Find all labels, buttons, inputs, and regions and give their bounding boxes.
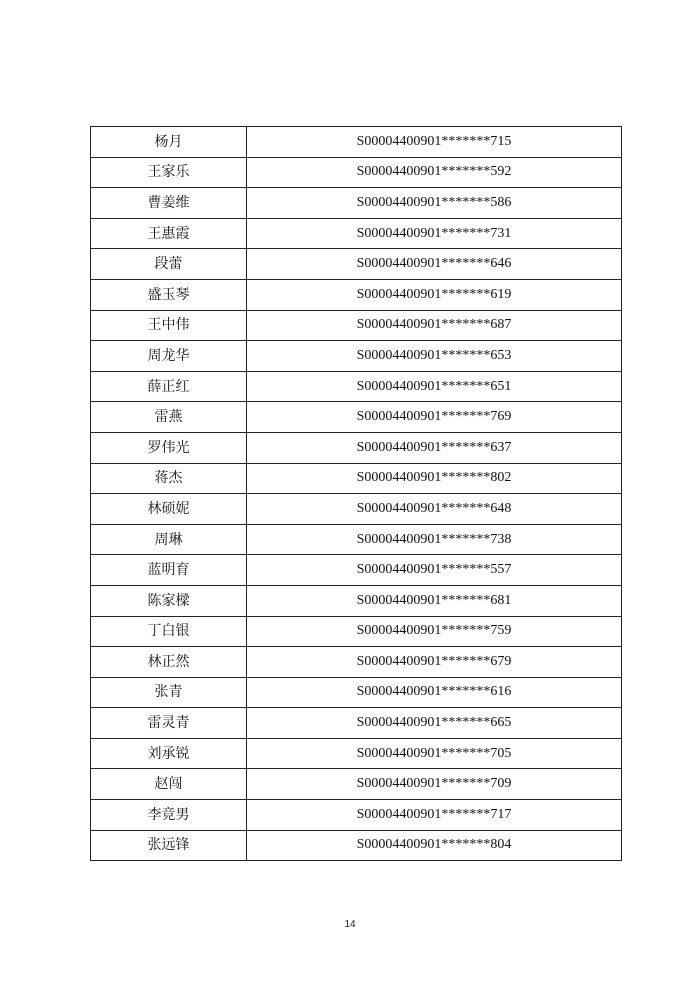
table-row bbox=[91, 279, 622, 310]
table-row bbox=[91, 769, 622, 800]
name-cell: 蒋杰 bbox=[91, 463, 247, 494]
table-row bbox=[91, 371, 622, 402]
table-row bbox=[91, 188, 622, 219]
table-row bbox=[91, 310, 622, 341]
table-row bbox=[91, 830, 622, 861]
table-row bbox=[91, 249, 622, 280]
id-cell: S00004400901*******715 bbox=[247, 127, 622, 158]
name-cell: 赵闯 bbox=[91, 769, 247, 800]
table-row bbox=[91, 800, 622, 831]
table-row bbox=[91, 127, 622, 158]
name-cell: 王惠霞 bbox=[91, 218, 247, 249]
id-cell: S00004400901*******681 bbox=[247, 585, 622, 616]
table-row bbox=[91, 463, 622, 494]
name-cell: 罗伟光 bbox=[91, 432, 247, 463]
table-row bbox=[91, 402, 622, 433]
id-cell: S00004400901*******709 bbox=[247, 769, 622, 800]
name-cell: 张远锋 bbox=[91, 830, 247, 861]
id-cell: S00004400901*******717 bbox=[247, 800, 622, 831]
roster-table-body bbox=[91, 127, 622, 861]
table-row bbox=[91, 585, 622, 616]
id-cell: S00004400901*******616 bbox=[247, 677, 622, 708]
name-cell: 段蕾 bbox=[91, 249, 247, 280]
name-cell: 王中伟 bbox=[91, 310, 247, 341]
table-row bbox=[91, 432, 622, 463]
id-cell: S00004400901*******651 bbox=[247, 371, 622, 402]
name-cell: 蓝明育 bbox=[91, 555, 247, 586]
table-row bbox=[91, 677, 622, 708]
table-row bbox=[91, 341, 622, 372]
id-cell: S00004400901*******592 bbox=[247, 157, 622, 188]
table-row bbox=[91, 647, 622, 678]
name-cell: 周琳 bbox=[91, 524, 247, 555]
name-cell: 杨月 bbox=[91, 127, 247, 158]
id-cell: S00004400901*******648 bbox=[247, 494, 622, 525]
id-cell: S00004400901*******687 bbox=[247, 310, 622, 341]
page-number: 14 bbox=[344, 919, 356, 930]
name-cell: 林硕妮 bbox=[91, 494, 247, 525]
id-cell: S00004400901*******646 bbox=[247, 249, 622, 280]
id-cell: S00004400901*******705 bbox=[247, 738, 622, 769]
table-row bbox=[91, 555, 622, 586]
name-cell: 雷灵青 bbox=[91, 708, 247, 739]
roster-table bbox=[90, 126, 622, 861]
table-row bbox=[91, 708, 622, 739]
id-cell: S00004400901*******759 bbox=[247, 616, 622, 647]
id-cell: S00004400901*******637 bbox=[247, 432, 622, 463]
name-cell: 王家乐 bbox=[91, 157, 247, 188]
id-cell: S00004400901*******679 bbox=[247, 647, 622, 678]
id-cell: S00004400901*******653 bbox=[247, 341, 622, 372]
table-row bbox=[91, 738, 622, 769]
name-cell: 林正然 bbox=[91, 647, 247, 678]
id-cell: S00004400901*******557 bbox=[247, 555, 622, 586]
id-cell: S00004400901*******731 bbox=[247, 218, 622, 249]
table-row bbox=[91, 157, 622, 188]
table-row bbox=[91, 524, 622, 555]
id-cell: S00004400901*******586 bbox=[247, 188, 622, 219]
name-cell: 薛正红 bbox=[91, 371, 247, 402]
name-cell: 刘承锐 bbox=[91, 738, 247, 769]
name-cell: 盛玉琴 bbox=[91, 279, 247, 310]
id-cell: S00004400901*******804 bbox=[247, 830, 622, 861]
table-row bbox=[91, 494, 622, 525]
name-cell: 雷燕 bbox=[91, 402, 247, 433]
id-cell: S00004400901*******769 bbox=[247, 402, 622, 433]
id-cell: S00004400901*******619 bbox=[247, 279, 622, 310]
name-cell: 周龙华 bbox=[91, 341, 247, 372]
name-cell: 丁白银 bbox=[91, 616, 247, 647]
name-cell: 李竞男 bbox=[91, 800, 247, 831]
table-row bbox=[91, 218, 622, 249]
name-cell: 曹姜维 bbox=[91, 188, 247, 219]
name-cell: 陈家樑 bbox=[91, 585, 247, 616]
id-cell: S00004400901*******665 bbox=[247, 708, 622, 739]
name-cell: 张青 bbox=[91, 677, 247, 708]
table-row bbox=[91, 616, 622, 647]
id-cell: S00004400901*******802 bbox=[247, 463, 622, 494]
id-cell: S00004400901*******738 bbox=[247, 524, 622, 555]
